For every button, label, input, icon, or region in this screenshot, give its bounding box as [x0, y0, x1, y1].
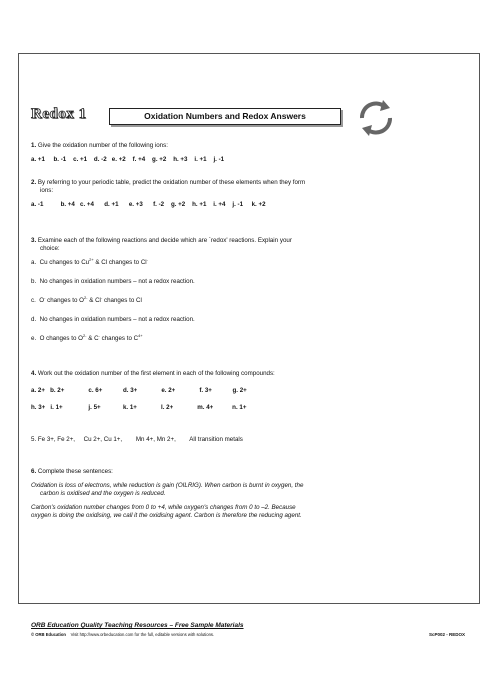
q3-answer-c: c. O- changes to $O^{2-}$ & Cl- changes to Cl: [31, 295, 142, 304]
q6-text: Complete these sentences:: [37, 468, 113, 475]
q2-answers: a. -1 b. +4 c. +4 d. +1 e. +3 f. -2 g. +2 h. +1 i. +4 j. -1 k. +2: [31, 201, 266, 208]
q3-text-cont: choice:: [40, 245, 60, 252]
q3-text: Examine each of the following reactions and decide which are `redox' reactions. Explain your: [37, 237, 292, 244]
question-1: [31, 142, 471, 164]
question-6: [31, 468, 471, 520]
q6-number: 6.: [31, 468, 37, 475]
q2-text: By referring to your periodic table, predict the oxidation number of these elements when they form: [37, 179, 306, 186]
question-5: [31, 436, 471, 444]
page-title: Oxidation Numbers and Redox Answers: [109, 108, 341, 125]
q6-paragraph-2-cont: oxygen is doing the oxidising, we call it the oxidising agent. Carbon is therefore the reducing agent.: [31, 512, 302, 519]
q3-answer-e: e. O changes to $O^{2-}$ & C- changes to $C^{4+}$: [31, 333, 143, 342]
q6-paragraph-1: Oxidation is loss of electrons, while reduction is gain (OILRIG). When carbon is burnt in oxygen, the: [31, 482, 304, 489]
q1-number: 1.: [31, 142, 37, 149]
q6-paragraph-2: Carbon's oxidation number changes from 0 to +4, while oxygen's changes from 0 to –2. Because: [31, 504, 296, 511]
recycle-arrows-icon: [354, 96, 398, 140]
q2-text-cont: ions:: [40, 187, 54, 194]
q3-answer-b: b. No changes in oxidation numbers – not a redox reaction.: [31, 278, 195, 285]
footer-copyright: © ORB Education: [31, 632, 66, 637]
footer-visit-link[interactable]: Visit http://www.orbeducation.com for the full, editable versions with solutions.: [70, 632, 215, 637]
q3-answer-d: d. No changes in oxidation numbers – not a redox reaction.: [31, 316, 195, 323]
q4-number: 4.: [31, 370, 37, 377]
question-4: [31, 370, 471, 412]
q1-text: Give the oxidation number of the following ions:: [37, 142, 168, 149]
q4-answers-row1: a. 2+ b. 2+ c. 6+ d. 3+ e. 2+ f. 3+ g. 2+: [31, 387, 247, 394]
question-3: [31, 237, 471, 343]
worksheet-logo: Redox 1: [31, 106, 87, 122]
footer-line: [31, 632, 471, 637]
q2-number: 2.: [31, 179, 37, 186]
q4-text: Work out the oxidation number of the first element in each of the following compounds:: [37, 370, 275, 377]
q3-number: 3.: [31, 237, 37, 244]
q6-paragraph-1-cont: carbon is oxidised and the oxygen is reduced.: [40, 490, 166, 497]
footer-code: ScP002 - REDOX: [428, 632, 465, 637]
q4-answers-row2: h. 3+ i. 1+ j. 5+ k. 1+ l. 2+ m. 4+ n. 1+: [31, 404, 247, 411]
q1-answers: a. +1 b. -1 c. +1 d. -2 e. +2 f. +4 g. +2 h. +3 i. +1 j. -1: [31, 156, 225, 163]
footer-title: ORB Education Quality Teaching Resources – Free Sample Materials: [31, 622, 244, 629]
q5-text: 5. Fe 3+, Fe 2+, Cu 2+, Cu 1+, Mn 4+, Mn 2+, All transition metals: [31, 436, 243, 443]
worksheet-page: [18, 53, 480, 637]
q3-answer-a: a. Cu changes to $Cu^{2+}$ & Cl changes to Cl-: [31, 257, 149, 266]
question-2: [31, 179, 471, 209]
